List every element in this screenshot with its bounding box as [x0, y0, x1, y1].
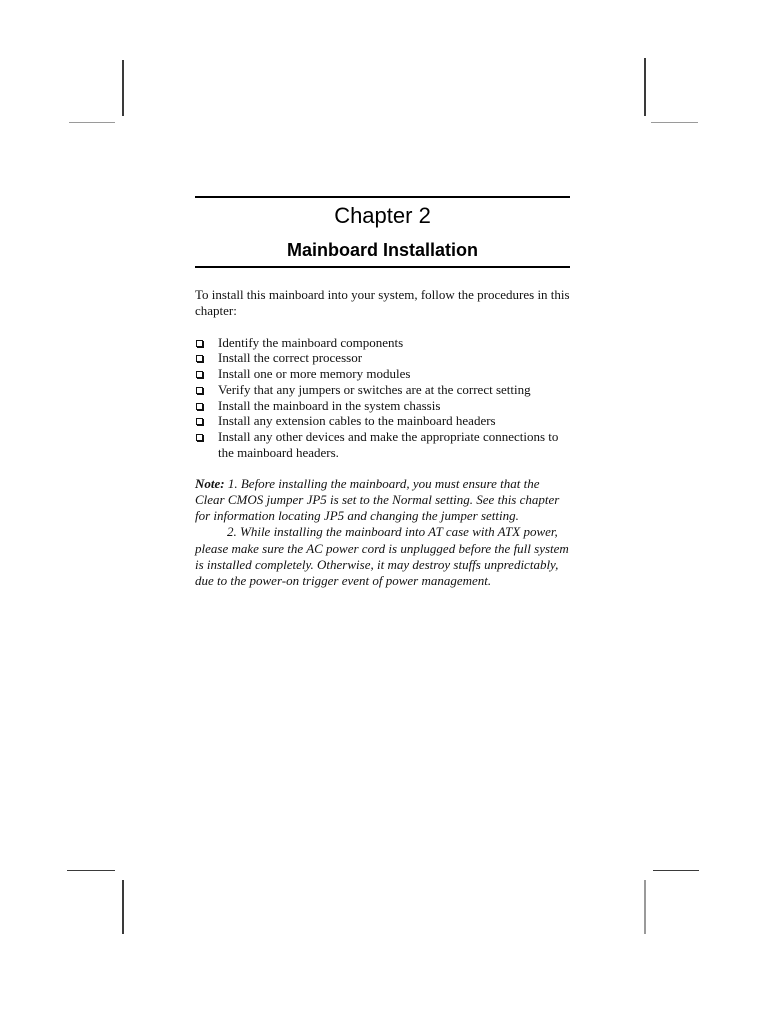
- list-item: [195, 335, 570, 351]
- note-item-1: [195, 476, 570, 525]
- list-item: [195, 429, 570, 461]
- step-text: Install the correct processor: [218, 350, 363, 366]
- checkbox-bullet-icon: [196, 434, 203, 441]
- note-block: [195, 476, 570, 589]
- checkbox-bullet-icon: [196, 387, 203, 394]
- crop-mark-bottom-right-vertical: [644, 880, 646, 934]
- step-text: Install the mainboard in the system chassis: [218, 397, 441, 413]
- crop-mark-bottom-right-horizontal: [653, 870, 699, 871]
- crop-mark-bottom-left-vertical: [122, 880, 124, 934]
- step-text: Install any other devices and make the appropriate connections to the mainboard headers.: [218, 429, 559, 461]
- crop-mark-bottom-left-horizontal: [67, 870, 115, 871]
- step-text: Verify that any jumpers or switches are at the correct setting: [218, 381, 531, 397]
- crop-mark-top-right-vertical: [644, 58, 646, 116]
- list-item: [195, 398, 570, 414]
- crop-mark-top-left-horizontal: [69, 122, 115, 123]
- list-item: [195, 350, 570, 366]
- installation-steps-list: [195, 335, 570, 461]
- step-text: Install any extension cables to the mainboard headers: [218, 413, 496, 429]
- note-label: Note:: [195, 475, 225, 491]
- crop-mark-top-left-vertical: [122, 60, 124, 116]
- checkbox-bullet-icon: [196, 355, 203, 362]
- intro-paragraph: To install this mainboard into your system, follow the procedures in this chapter:: [195, 286, 570, 318]
- checkbox-bullet-icon: [196, 371, 203, 378]
- note-text-1: 1. Before installing the mainboard, you must ensure that the Clear CMOS jumper JP5 is set to the Normal setting. See this chapter for information locating JP5 and changing the jumper setting.: [195, 475, 560, 524]
- list-item: [195, 413, 570, 429]
- chapter-heading: Chapter 2: [334, 203, 431, 228]
- top-rule: [195, 196, 570, 198]
- chapter-page: [195, 196, 570, 589]
- list-item: [195, 382, 570, 398]
- note-item-2: 2. While installing the mainboard into AT case with ATX power, please make sure the AC power cord is unplugged before the full system is installed completely. Otherwise, it may destroy stuffs unpredictably, due to the power-on trigger event of power management.: [195, 524, 569, 589]
- list-item: [195, 366, 570, 382]
- checkbox-bullet-icon: [196, 418, 203, 425]
- chapter-title: Mainboard Installation: [286, 240, 478, 260]
- checkbox-bullet-icon: [196, 340, 203, 347]
- step-text: Identify the mainboard components: [218, 334, 404, 350]
- checkbox-bullet-icon: [196, 403, 203, 410]
- crop-mark-top-right-horizontal: [651, 122, 698, 123]
- bottom-rule: [195, 266, 570, 268]
- step-text: Install one or more memory modules: [218, 366, 411, 382]
